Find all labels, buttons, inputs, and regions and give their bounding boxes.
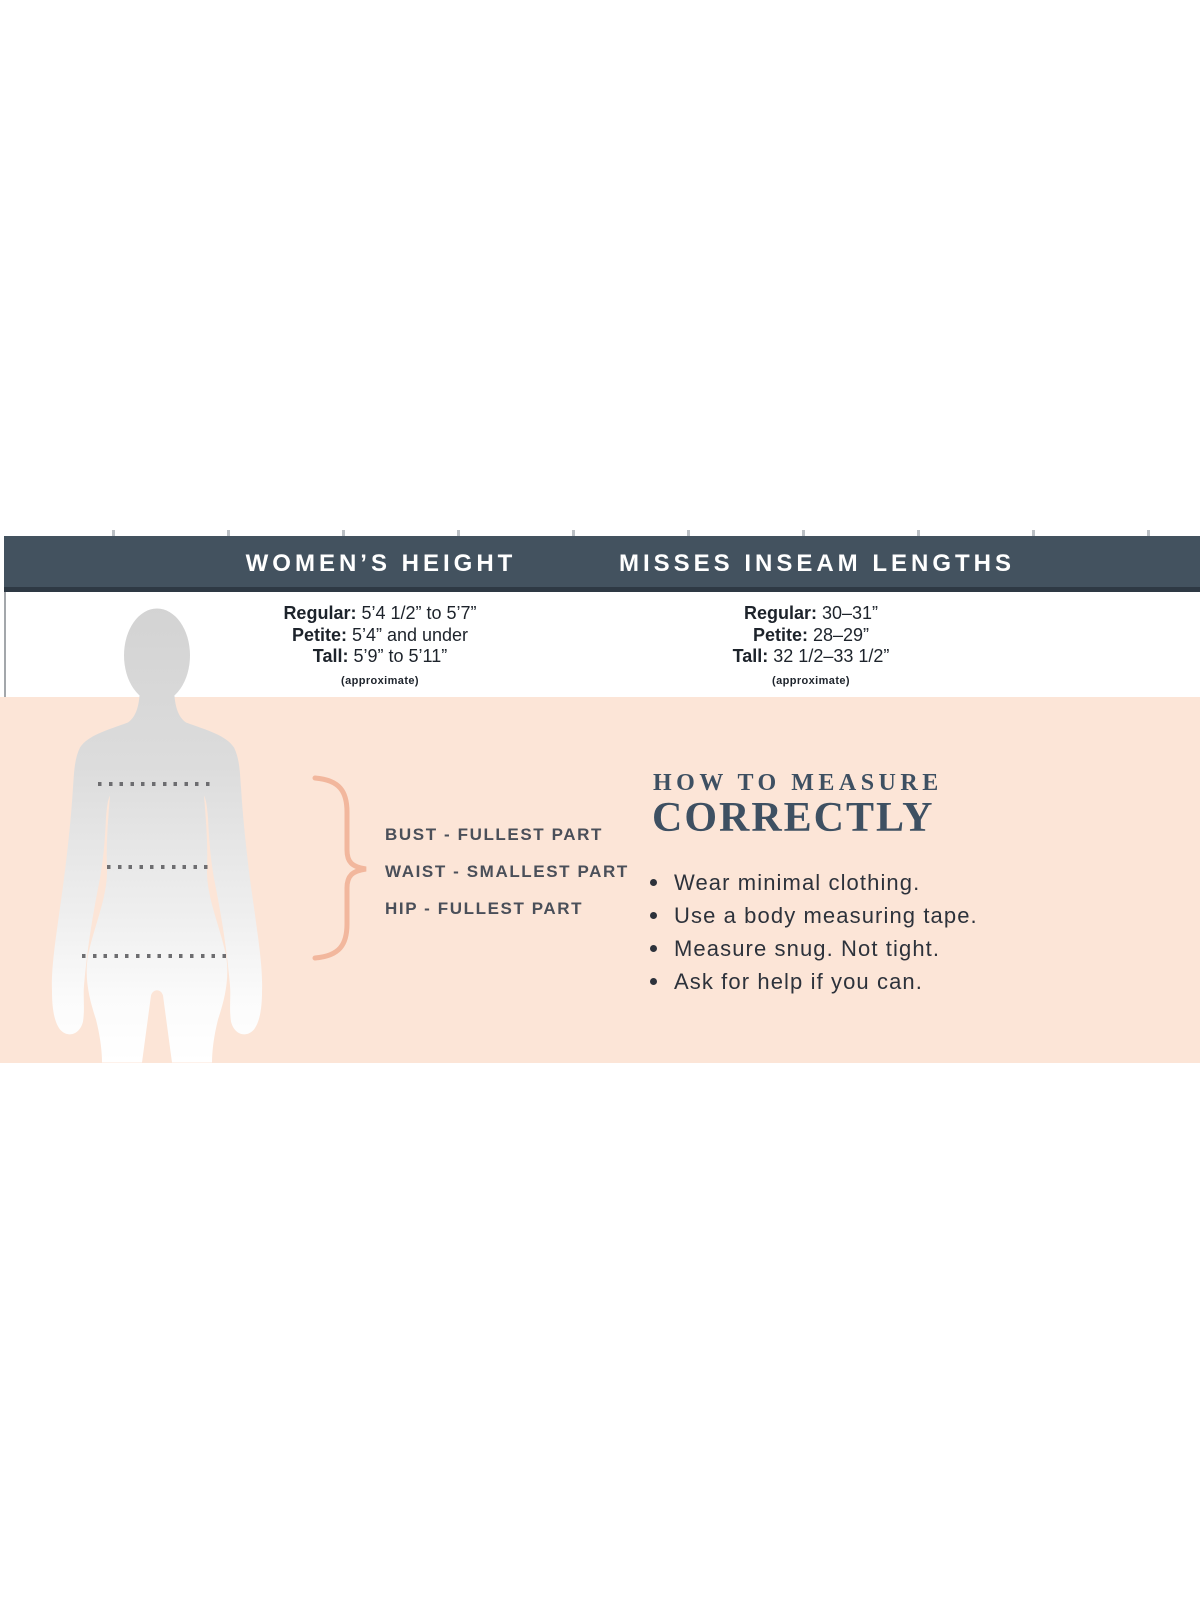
- measure-point-labels: [385, 823, 629, 921]
- bullet-dot-icon: [650, 912, 657, 919]
- tip-measuring-tape: Use a body measuring tape.: [650, 899, 978, 932]
- womens-height-title: WOMEN’S HEIGHT: [245, 550, 517, 577]
- left-edge-divider: [4, 592, 6, 697]
- hip-dotted-line: [82, 954, 231, 958]
- tip-ask-for-help: Ask for help if you can.: [650, 965, 978, 998]
- section-header-bar: [4, 536, 1200, 592]
- height-row-tall: Tall: 5’9” to 5’11”: [312, 646, 448, 666]
- inseam-approximate-note: (approximate): [772, 674, 850, 687]
- height-row-petite: Petite: 5’4” and under: [291, 624, 469, 645]
- measuring-tips-list: [650, 866, 978, 998]
- misses-inseam-specs: [611, 603, 1011, 692]
- brace-bracket: [300, 772, 375, 967]
- bust-label: BUST - FULLEST PART: [385, 825, 604, 844]
- waist-label: WAIST - SMALLEST PART: [385, 862, 629, 881]
- tip-measure-snug: Measure snug. Not tight.: [650, 932, 978, 965]
- misses-inseam-title: MISSES INSEAM LENGTHS: [618, 550, 1016, 577]
- height-approximate-note: (approximate): [341, 674, 419, 687]
- bullet-dot-icon: [650, 879, 657, 886]
- how-to-measure-heading: HOW TO MEASURE: [653, 770, 943, 796]
- hip-label: HIP - FULLEST PART: [385, 899, 584, 918]
- inseam-row-petite: Petite: 28–29”: [752, 624, 870, 645]
- tip-wear-minimal: Wear minimal clothing.: [650, 866, 978, 899]
- bullet-dot-icon: [650, 945, 657, 952]
- inseam-row-tall: Tall: 32 1/2–33 1/2”: [732, 646, 890, 666]
- woman-silhouette: [40, 605, 270, 1063]
- correctly-heading: CORRECTLY: [652, 795, 935, 841]
- bullet-dot-icon: [650, 978, 657, 985]
- bust-dotted-line: [98, 782, 216, 786]
- waist-dotted-line: [107, 865, 208, 869]
- height-row-regular: Regular: 5’4 1/2” to 5’7”: [283, 603, 477, 623]
- inseam-row-regular: Regular: 30–31”: [743, 603, 879, 623]
